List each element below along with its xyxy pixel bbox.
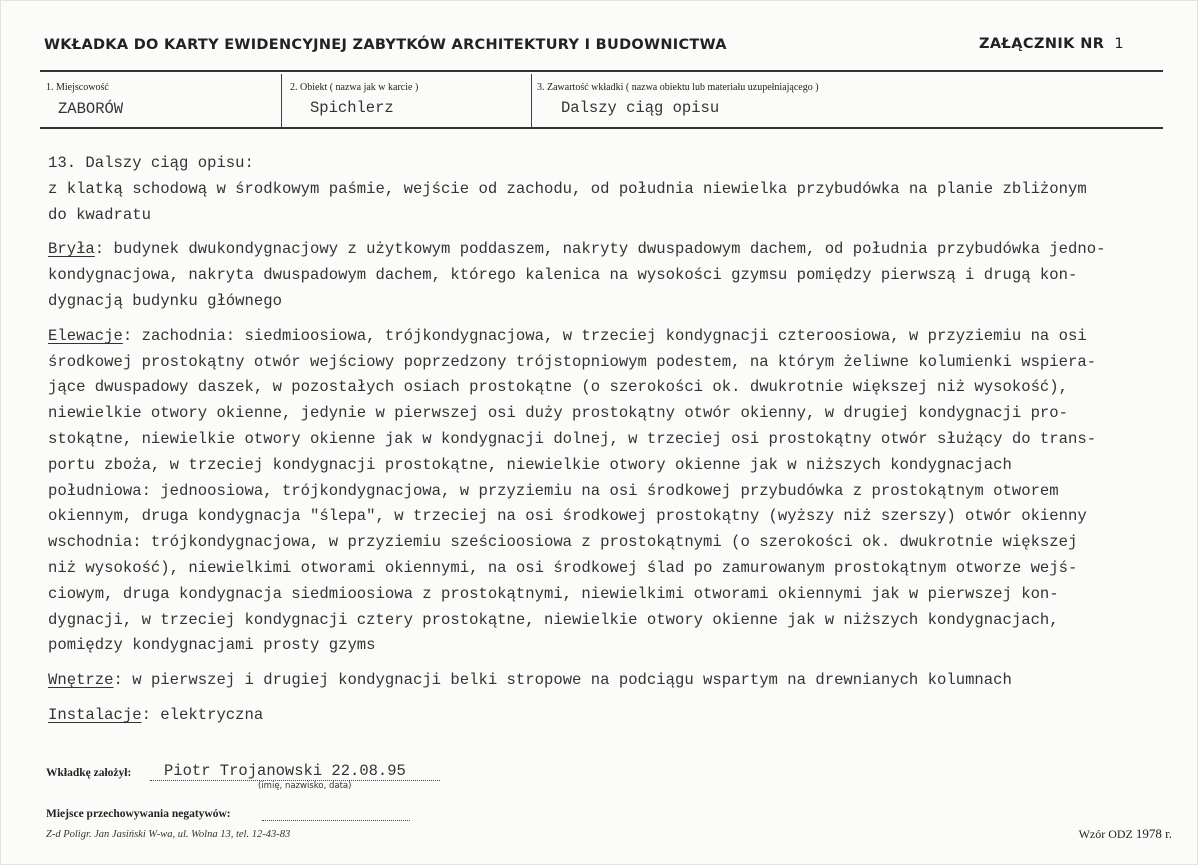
description-line: okiennym, druga kondygnacja "ślepa", w trzeciej na osi środkowej prostokątny (wyższy niż szerszy) otwór okienny <box>48 507 1087 526</box>
wnetrze-heading: Wnętrze <box>48 671 114 690</box>
appendix-number <box>979 36 1124 52</box>
description-text <box>48 151 1178 729</box>
form-template-mark <box>1079 826 1172 842</box>
author-label: Wkładkę założył: <box>46 767 132 779</box>
description-line: południowa: jednoosiowa, trójkondygnacjowa, w przyziemiu na osi środkowej przybudówka z prostokątnym otworem <box>48 481 1059 500</box>
form-template-label: Wzór ODZ <box>1078 827 1133 841</box>
object-label: 2. Obiekt ( nazwa jak w karcie ) <box>290 82 419 93</box>
description-line: jące dwuspadowy daszek, w pozostałych osiach prostokątne (o szerokości ok. dwukrotnie większej niż wysokość), <box>48 378 1068 397</box>
contents-label: 3. Zawartość wkładki ( nazwa obiektu lub materiału uzupełniającego ) <box>537 82 819 93</box>
header-bottom-rule <box>40 127 1163 129</box>
description-line: portu zboża, w trzeciej kondygnacji prostokątne, niewielkie otwory okienne jak w niższych kondygnacjach <box>48 455 1012 474</box>
description-line: stokątne, niewielkie otwory okienne jak w kondygnacji dolnej, w trzeciej osi prostokątny otwór służący do trans- <box>48 429 1097 448</box>
description-line: środkowej prostokątny otwór wejściowy poprzedzony trójstopniowym podestem, na którym żeliwne kolumienki wspiera- <box>48 352 1097 371</box>
description-line: do kwadratu <box>48 205 151 224</box>
description-line: 13. Dalszy ciąg opisu: <box>48 154 254 172</box>
description-line: ciowym, druga kondygnacja siedmioosiowa z prostokątnymi, niewielkimi otworami okiennymi jak w pierwszej kon- <box>48 584 1059 603</box>
header-top-rule <box>40 70 1163 72</box>
appendix-number-value: 1 <box>1114 36 1124 52</box>
description-line: z klatką schodową w środkowym paśmie, wejście od zachodu, od południa niewielka przybudówka na planie zbliżonym <box>48 179 1087 198</box>
elewacje-heading: Elewacje <box>48 326 123 345</box>
elewacje-paragraph <box>48 324 1178 350</box>
field-divider-1 <box>281 74 282 127</box>
description-line: kondygnacjowa, nakryta dwuspadowym dachem, którego kalenica na wysokości gzymsu pomiędzy pierwszą i drugą kon- <box>48 266 1078 285</box>
form-template-year: 1978 r. <box>1135 826 1172 841</box>
wnetrze-text: : w pierwszej i drugiej kondygnacji belki stropowe na podciągu wspartym na drewnianych kolumnach <box>113 671 1012 690</box>
author-caption: (imię, nazwisko, data) <box>258 781 352 791</box>
form-title: WKŁADKA DO KARTY EWIDENCYJNEJ ZABYTKÓW ARCHITEKTURY I BUDOWNICTWA <box>44 37 727 53</box>
instalacje-heading: Instalacje <box>48 705 142 724</box>
instalacje-paragraph <box>48 703 1178 729</box>
bryla-paragraph <box>48 237 1178 263</box>
description-line: niż wysokość), niewielkimi otworami okiennymi, na osi środkowej ślad po zamurowanym prostokątnym otworze wejś- <box>48 558 1078 577</box>
contents-value: Dalszy ciąg opisu <box>561 99 720 117</box>
locality-label: 1. Miejscowość <box>46 82 109 93</box>
locality-value: ZABORÓW <box>58 100 124 118</box>
field-divider-2 <box>531 74 532 127</box>
negatives-dotted-line <box>262 820 410 821</box>
description-line: dygnacją budynku głównego <box>48 291 282 310</box>
author-value: Piotr Trojanowski 22.08.95 <box>164 762 406 780</box>
description-line: : zachodnia: siedmioosiowa, trójkondygnacjowa, w trzeciej kondygnacji czteroosiowa, w przyziemiu na osi <box>122 326 1087 345</box>
description-line: dygnacji, w trzeciej kondygnacji cztery prostokątne, niewielkie otwory okienne jak w niższych kondygnacjach, <box>48 610 1059 629</box>
description-line: niewielkie otwory okienne, jedynie w pierwszej osi duży prostokątny otwór okienny, w drugiej kondygnacji pro- <box>48 404 1068 423</box>
instalacje-text: : elektryczna <box>141 705 264 724</box>
bryla-heading: Bryła <box>48 240 95 259</box>
object-value: Spichlerz <box>310 99 394 117</box>
description-line: pomiędzy kondygnacjami prosty gzyms <box>48 636 376 655</box>
wnetrze-paragraph <box>48 668 1178 694</box>
appendix-label: ZAŁĄCZNIK NR <box>979 36 1105 52</box>
description-line: wschodnia: trójkondygnacjowa, w przyziemiu sześcioosiowa z prostokątnymi (o szerokości ok. dwukrotnie większej <box>48 533 1078 552</box>
description-line: : budynek dwukondygnacjowy z użytkowym poddaszem, nakryty dwuspadowym dachem, od południa przybudówka jedno- <box>94 240 1106 259</box>
printer-imprint: Z-d Poligr. Jan Jasiński W-wa, ul. Wolna 13, tel. 12-43-83 <box>46 829 291 840</box>
negatives-label: Miejsce przechowywania negatywów: <box>46 808 231 820</box>
